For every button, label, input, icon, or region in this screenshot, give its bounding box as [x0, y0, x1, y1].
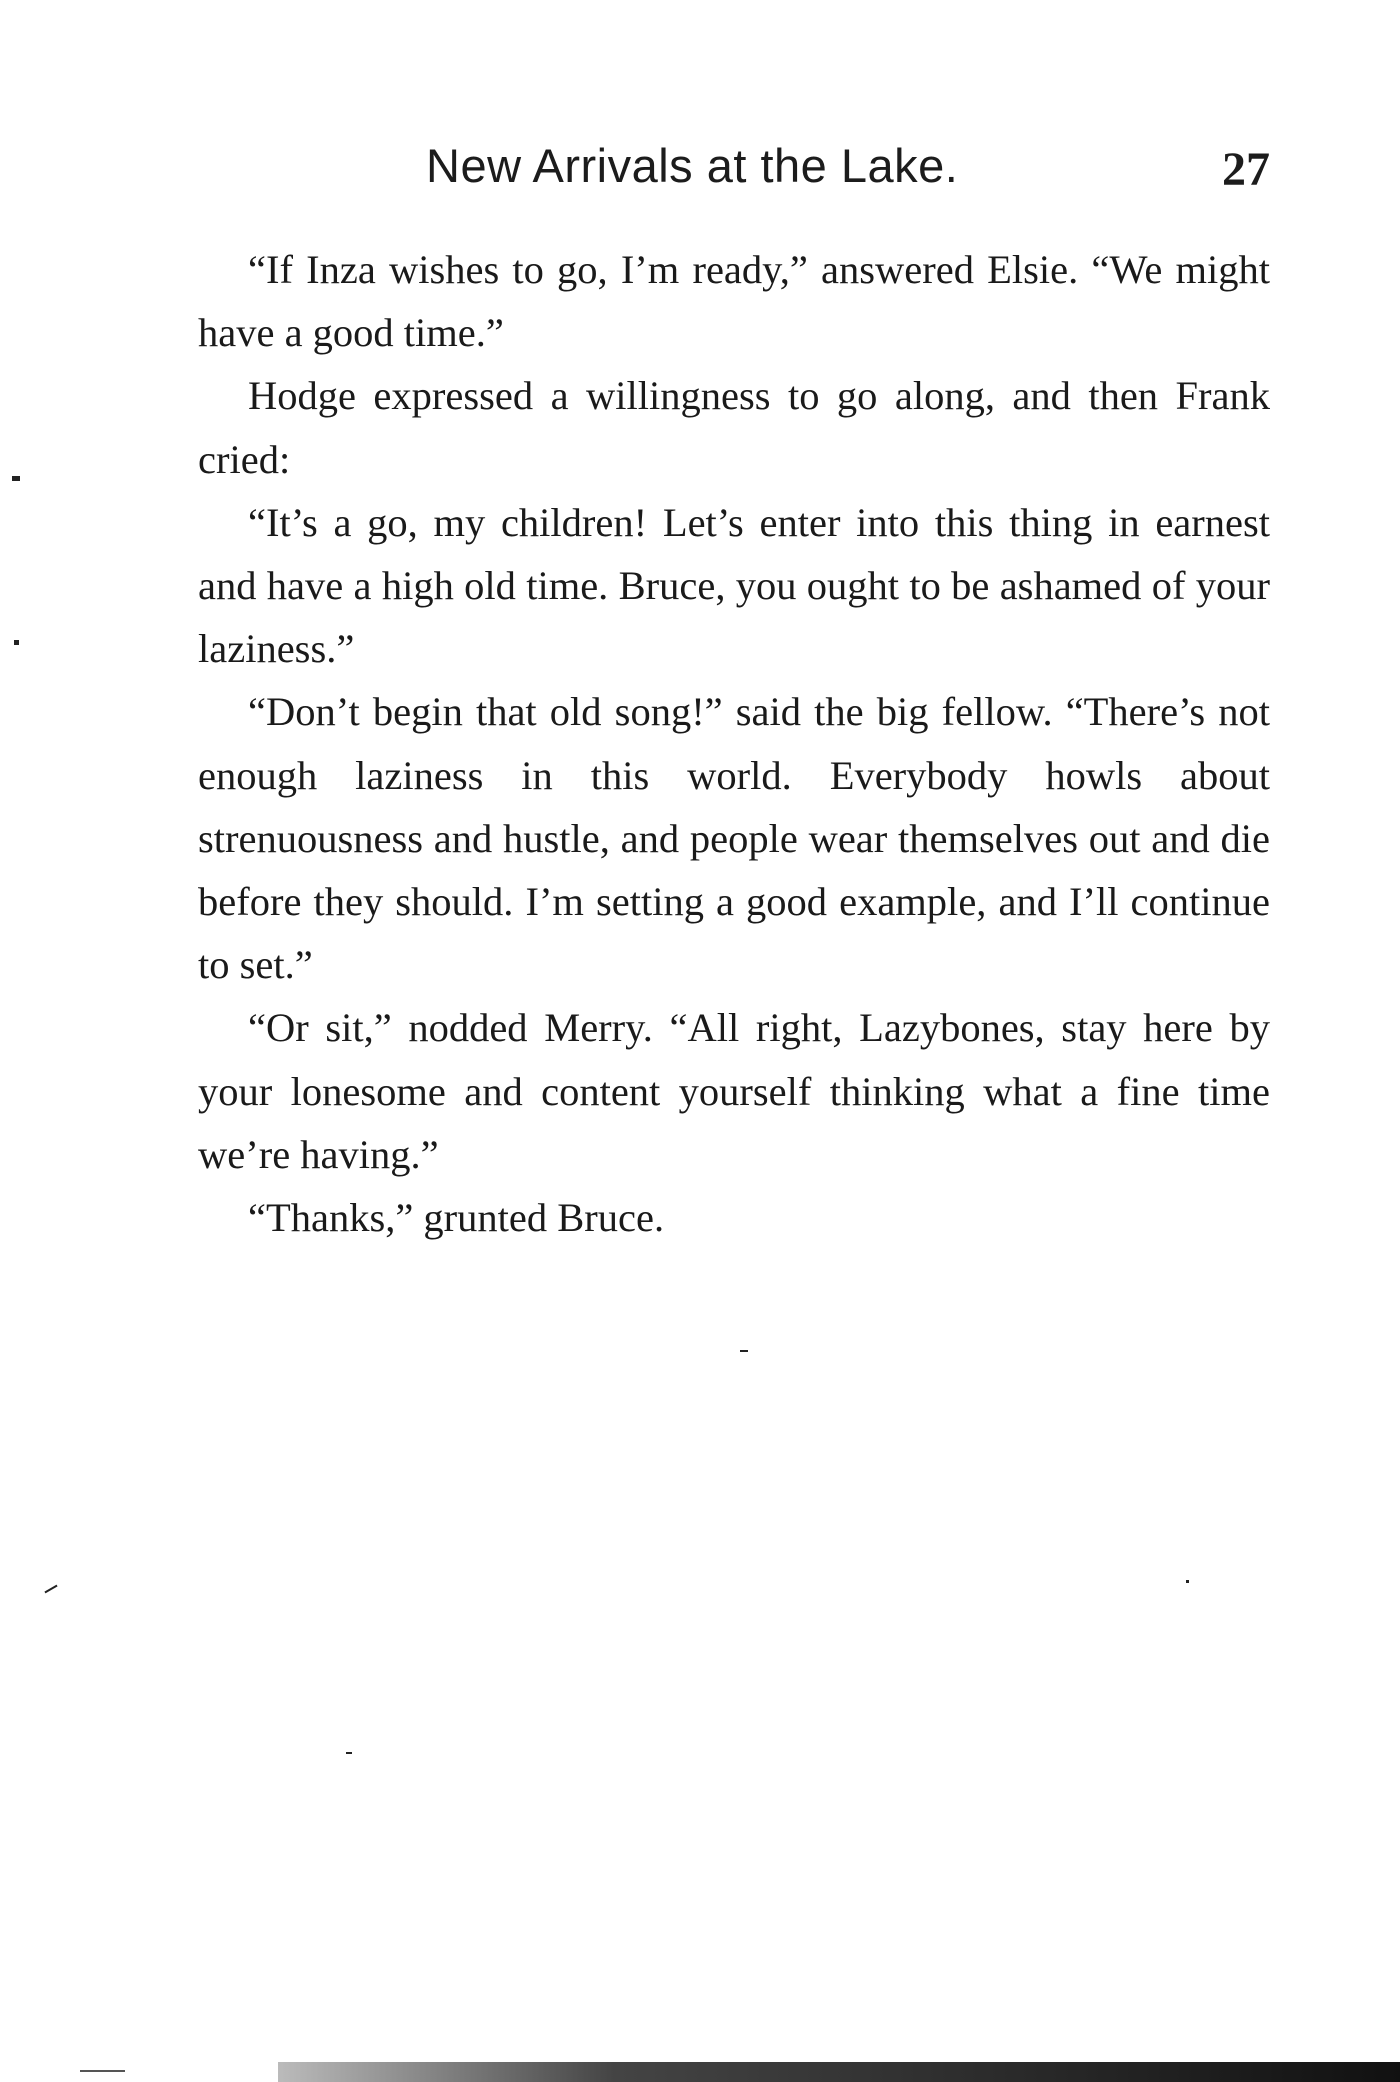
scan-edge-line	[80, 2070, 125, 2072]
paragraph: “Thanks,” grunted Bruce.	[248, 1195, 665, 1241]
paragraph: “If Inza wishes to go, I’m ready,” answered Elsie. “We might have a good time.”	[198, 247, 1270, 356]
scan-speck	[14, 640, 19, 645]
scan-speck	[12, 476, 20, 481]
scan-speck	[346, 1752, 352, 1754]
running-head	[198, 138, 1270, 208]
paragraph: Hodge expressed a willingness to go along, and then Frank cried:	[198, 373, 1270, 482]
page-number: 27	[1222, 143, 1270, 196]
paragraph: “It’s a go, my children! Let’s enter into this thing in earnest and have a high old time. Bruce, you ought to be ashamed of your laziness.”	[198, 499, 1270, 672]
paragraph: “Don’t begin that old song!” said the big fellow. “There’s not enough laziness in this world. Everybody howls about strenuousness and hustle, and people wear themselves out and die before they should. I’m setting a good example, and I’ll continue to set.”	[198, 689, 1270, 988]
scan-speck	[1186, 1580, 1189, 1583]
paragraph: “Or sit,” nodded Merry. “All right, Lazybones, stay here by your lonesome and content yourself thinking what a fine time we’re having.”	[198, 1005, 1270, 1177]
running-title: New Arrivals at the Lake.	[426, 139, 959, 192]
scan-edge-bar	[278, 2062, 1400, 2082]
body-text	[198, 238, 1270, 1249]
scan-speck	[44, 1585, 57, 1594]
scan-speck	[740, 1350, 748, 1352]
